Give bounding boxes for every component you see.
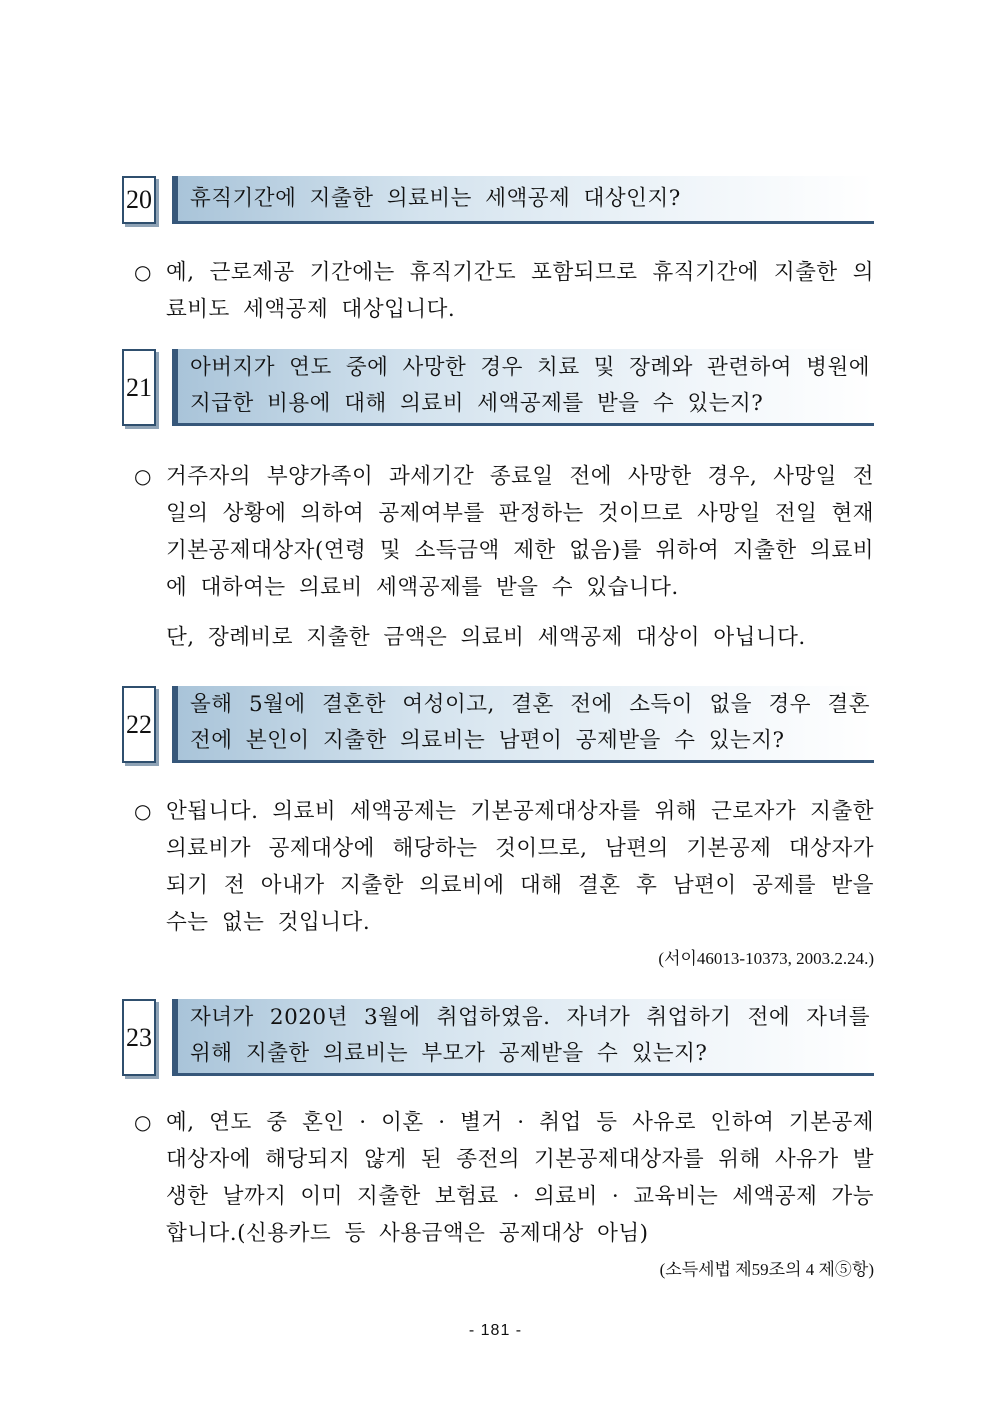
question-header — [122, 176, 874, 224]
page-number: - 181 - — [468, 1322, 523, 1339]
answer-block — [122, 458, 874, 656]
circle-bullet-icon: ○ — [134, 260, 152, 284]
question-bar — [172, 349, 874, 426]
question-text: 아버지가 연도 중에 사망한 경우 치료 및 장례와 관련하여 병원에 지급한 비용에 대해 의료비 세액공제를 받을 수 있는지? — [190, 355, 870, 416]
question-header — [122, 999, 874, 1076]
answer-text: 예, 연도 중 혼인 · 이혼 · 별거 · 취업 등 사유로 인하여 기본공제 대상자에 해당되지 않게 된 종전의 기본공제대상자를 위해 사유가 발생한 날까지 이미 지출한 보험료 · 의료비 · 교육비는 세액공제 가능합니다.(신용카드 등 사용금액은 공제대상 아님) — [166, 1110, 874, 1246]
circle-bullet-icon: ○ — [134, 799, 152, 823]
circle-bullet-icon: ○ — [134, 1110, 152, 1134]
qa-item-20 — [122, 176, 874, 328]
question-bar — [172, 999, 874, 1076]
qa-item-21 — [122, 349, 874, 656]
answer-block — [122, 1104, 874, 1284]
question-number: 22 — [122, 686, 156, 763]
question-bar — [172, 686, 874, 763]
question-text: 자녀가 2020년 3월에 취업하였음. 자녀가 취업하기 전에 자녀를 위해 지출한 의료비는 부모가 공제받을 수 있는지? — [190, 1005, 870, 1066]
answer-text: 예, 근로제공 기간에는 휴직기간도 포함되므로 휴직기간에 지출한 의료비도 세액공제 대상입니다. — [166, 260, 874, 322]
answer-text: 거주자의 부양가족이 과세기간 종료일 전에 사망한 경우, 사망일 전일의 상황에 의하여 공제여부를 판정하는 것이므로 사망일 전일 현재 기본공제대상자(연령 및 소득금액 제한 없음)를 위하여 지출한 의료비에 대하여는 의료비 세액공제를 받을 수 있습니다. — [166, 464, 874, 600]
question-header — [122, 349, 874, 426]
answer-note: 단, 장례비로 지출한 금액은 의료비 세액공제 대상이 아닙니다. — [166, 625, 806, 650]
circle-bullet-icon: ○ — [134, 464, 152, 488]
question-number: 21 — [122, 349, 156, 426]
qa-item-23 — [122, 999, 874, 1284]
question-bar — [172, 176, 874, 224]
reference-citation: (서이46013-10373, 2003.2.24.) — [658, 949, 874, 968]
question-text: 휴직기간에 지출한 의료비는 세액공제 대상인지? — [190, 185, 681, 211]
answer-block — [122, 793, 874, 973]
qa-item-22 — [122, 686, 874, 973]
reference-citation: (소득세법 제59조의 4 제⑤항) — [659, 1260, 874, 1279]
question-number: 23 — [122, 999, 156, 1076]
answer-block — [122, 254, 874, 328]
question-header — [122, 686, 874, 763]
question-text: 올해 5월에 결혼한 여성이고, 결혼 전에 소득이 없을 경우 결혼 전에 본인이 지출한 의료비는 남편이 공제받을 수 있는지? — [190, 692, 870, 753]
answer-text: 안됩니다. 의료비 세액공제는 기본공제대상자를 위해 근로자가 지출한 의료비가 공제대상에 해당하는 것이므로, 남편의 기본공제 대상자가 되기 전 아내가 지출한 의료비에 대해 결혼 후 남편이 공제를 받을 수는 없는 것입니다. — [166, 799, 874, 935]
question-number: 20 — [122, 176, 156, 224]
